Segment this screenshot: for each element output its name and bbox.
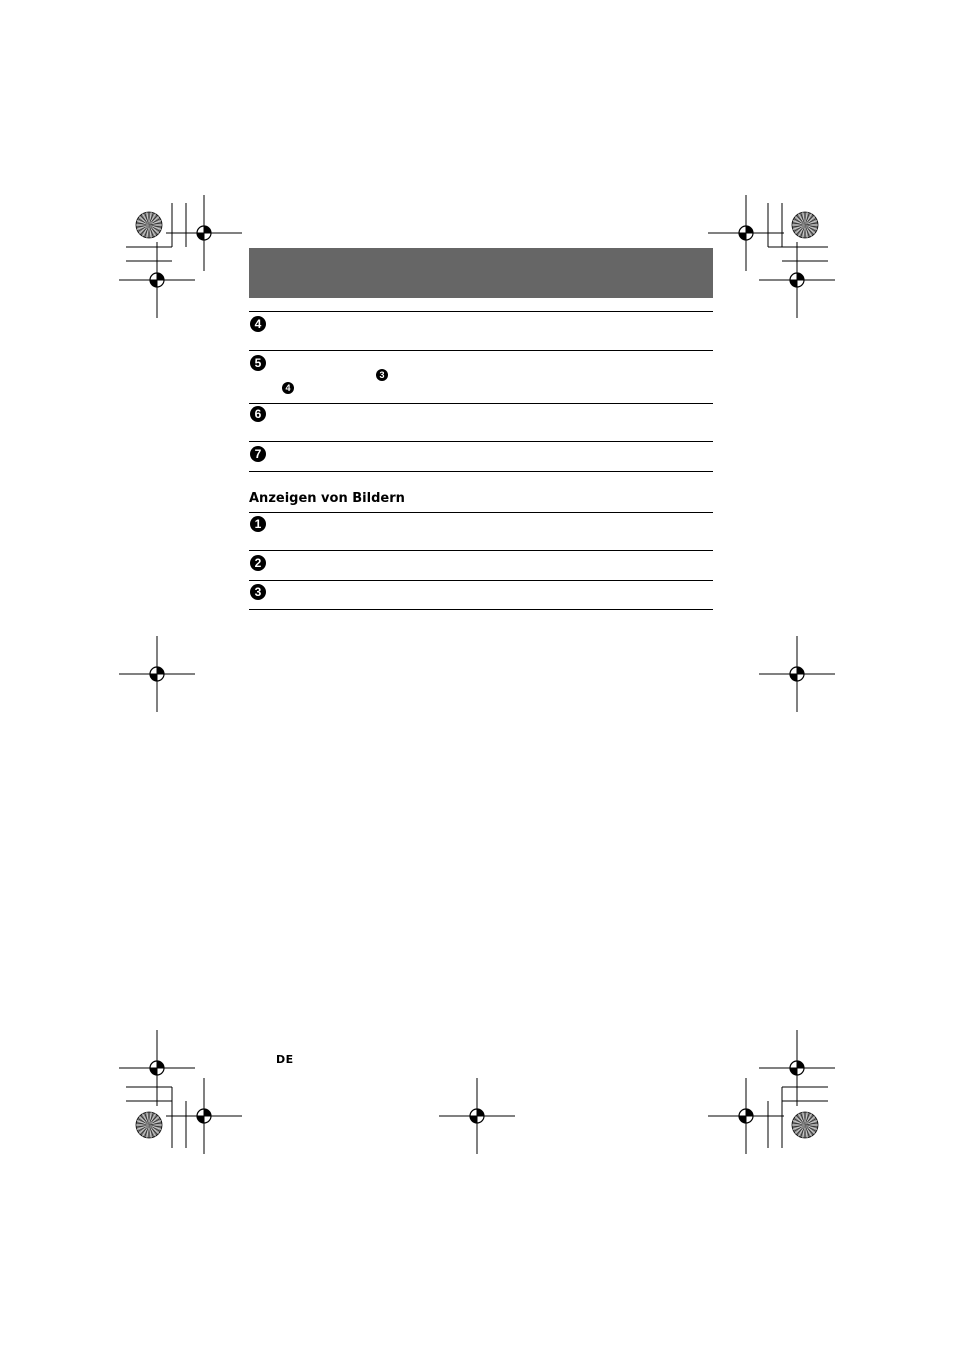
rosette-mark — [792, 212, 818, 238]
crosshair-mark — [166, 195, 242, 271]
crosshair-mark — [119, 1030, 195, 1106]
rosette-mark — [136, 1112, 162, 1138]
header-bar — [249, 248, 713, 298]
row-divider — [249, 441, 713, 442]
step-badge-6: 6 — [250, 406, 266, 422]
crosshair-mark — [166, 1078, 242, 1154]
crosshair-mark — [759, 636, 835, 712]
rosette-mark — [792, 1112, 818, 1138]
crosshair-mark — [759, 1030, 835, 1106]
crosshair-mark — [119, 242, 195, 318]
crosshair-mark — [708, 1078, 784, 1154]
row-divider — [249, 580, 713, 581]
crosshair-mark — [759, 242, 835, 318]
rosette-mark — [136, 212, 162, 238]
language-code: DE — [276, 1053, 294, 1066]
step-badge-2: 2 — [250, 555, 266, 571]
step-badge-4: 4 — [250, 316, 266, 332]
section-heading: Anzeigen von Bildern — [249, 491, 405, 506]
inline-ref-badge-3: 3 — [376, 369, 388, 381]
crosshair-mark — [708, 195, 784, 271]
crosshair-mark — [119, 636, 195, 712]
row-divider — [249, 403, 713, 404]
row-divider — [249, 311, 713, 312]
row-divider — [249, 550, 713, 551]
row-divider — [249, 609, 713, 610]
row-divider — [249, 350, 713, 351]
row-divider — [249, 512, 713, 513]
step-badge-3: 3 — [250, 584, 266, 600]
inline-ref-badge-4: 4 — [282, 382, 294, 394]
row-divider — [249, 471, 713, 472]
crosshair-mark — [439, 1078, 515, 1154]
step-badge-1: 1 — [250, 516, 266, 532]
step-badge-7: 7 — [250, 446, 266, 462]
step-badge-5: 5 — [250, 355, 266, 371]
